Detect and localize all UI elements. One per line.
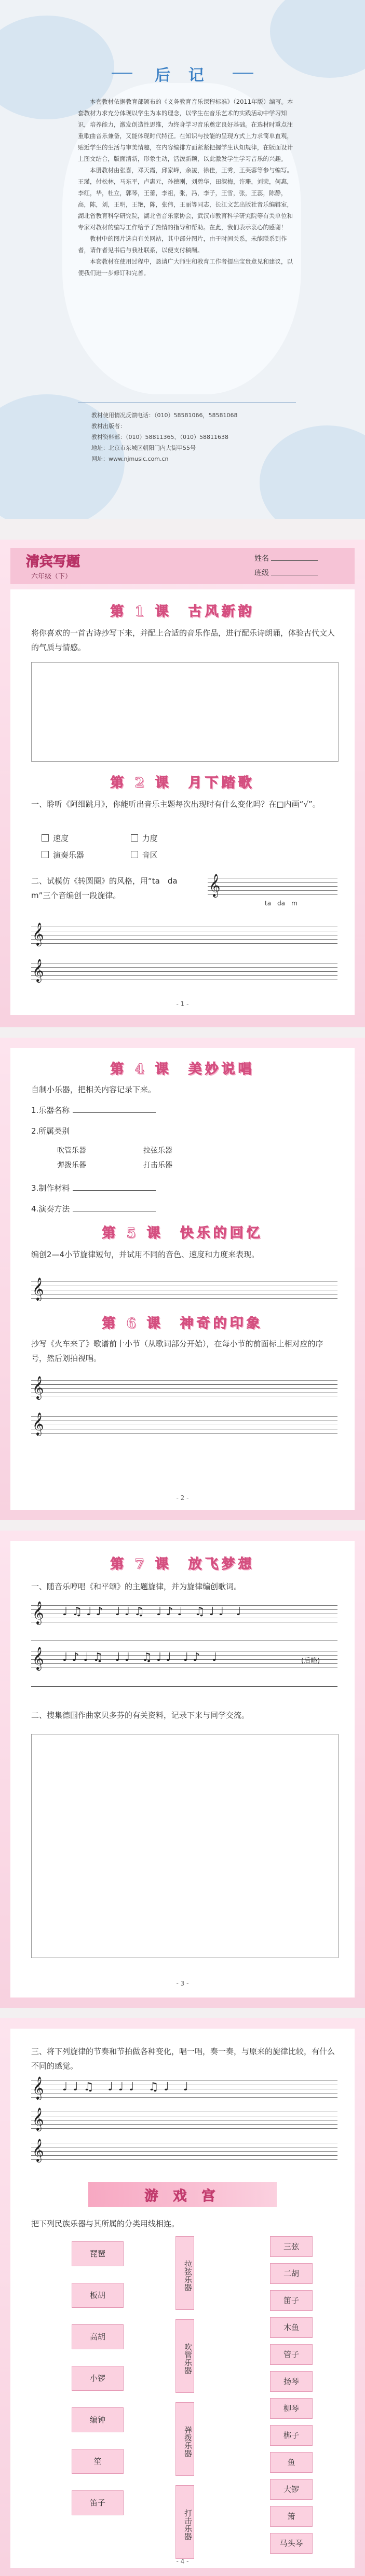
poem-answer-box[interactable] xyxy=(31,662,339,762)
category-wind: 吹管乐器 xyxy=(57,1147,86,1155)
title-divider-left xyxy=(112,73,132,74)
option-dynamics: 力度 xyxy=(142,834,158,843)
instrument-left[interactable]: 笙 xyxy=(72,2449,124,2474)
lesson-6-staff-2[interactable] xyxy=(31,1412,337,1435)
treble-clef-icon: 𝄞 xyxy=(32,1277,44,1300)
melody-notes: ♩♫♩♪ ♩♩♫ ♩♪♩ ♫♩♩ ♩ xyxy=(62,1605,246,1618)
contact-line: 教材资料部：（010）58811365、（010）58811638 xyxy=(91,434,228,440)
contact-line: 地址：北京市东城区朝阳门内大街甲55号 xyxy=(91,445,196,451)
game-instructions: 把下列民族乐器与其所属的分类用线相连。 xyxy=(31,2219,180,2228)
melody-staff-1 xyxy=(31,1601,337,1624)
contact-line: 网址：www.njmusic.com.cn xyxy=(91,456,169,462)
lesson-7-question-3: 三、将下列旋律的节奏和节拍做各种变化，唱一唱，奏一奏，与原来的旋律比较，有什么不同的感觉。 xyxy=(31,2047,335,2071)
category-box[interactable]: 打击乐器 xyxy=(175,2485,194,2559)
grade-label: 六年级（下） xyxy=(31,573,72,581)
lesson-6-prompt: 抄写《火车来了》歌谱前十小节（从歌词部分开始），在每小节的前面标上相对应的序号，然后划拍视唱。 xyxy=(31,1339,323,1363)
instrument-right[interactable]: 二胡 xyxy=(270,2263,313,2284)
class-field[interactable] xyxy=(254,568,318,578)
lesson-4-title: 第 4 课 美妙说唱 xyxy=(110,1062,255,1077)
field-materials[interactable] xyxy=(31,1181,337,1195)
field-label: 1.乐器名称 xyxy=(31,1106,70,1115)
page-number: - 4 - xyxy=(176,2558,189,2565)
instrument-right[interactable]: 马头琴 xyxy=(270,2533,313,2554)
lesson-6-staff-1[interactable] xyxy=(31,1376,337,1399)
workbook-page-4 xyxy=(0,2018,365,2576)
instrument-left[interactable]: 编钟 xyxy=(72,2407,124,2432)
game-title: 游 戏 宫 xyxy=(144,2188,221,2204)
lesson-7-question-1: 一、随音乐哼唱《和平颂》的主题旋律，并为旋律编创歌词。 xyxy=(31,1582,242,1591)
melody-staff-2 xyxy=(31,1647,337,1670)
page-2-card xyxy=(10,1048,355,1510)
category-box[interactable]: 弹拨乐器 xyxy=(175,2402,194,2476)
lesson-1-title: 第 1 课 古风新韵 xyxy=(110,604,255,619)
instrument-right[interactable]: 柳琴 xyxy=(270,2398,313,2419)
treble-clef-icon: 𝄞 xyxy=(32,2076,44,2099)
instrument-right[interactable]: 大锣 xyxy=(270,2479,313,2500)
option-row-2 xyxy=(42,848,348,862)
treble-clef-icon: 𝄞 xyxy=(209,874,221,897)
header-band xyxy=(10,548,355,584)
workbook-page-3 xyxy=(0,1531,365,2008)
option-row-1 xyxy=(42,831,348,846)
category-box[interactable]: 吹管乐器 xyxy=(175,2319,194,2393)
field-label: 4.演奏方法 xyxy=(31,1204,70,1214)
category-box[interactable]: 拉弦乐器 xyxy=(175,2236,194,2310)
checkbox[interactable] xyxy=(131,851,138,858)
afterword-title: 后 记 xyxy=(155,66,210,85)
lesson-2-question-1: 一、聆听《阿细跳月》，你能听出音乐主题每次出现时有什么变化吗？在□内画“√”。 xyxy=(31,800,320,809)
field-category: 2.所属类别 xyxy=(31,1126,70,1136)
lesson-7-question-2: 二、搜集德国作曲家贝多芬的有关资料，记录下来与同学交流。 xyxy=(31,1711,250,1720)
afterword-body xyxy=(78,96,293,279)
category-bowed: 拉弦乐器 xyxy=(143,1147,172,1155)
afterword-paragraph: 本册教材由张喜，邓天霞，邱家峰，余凌，徐佳，王秀，王芙蓉等参与编写。王瑾，付松林，马东平，卢惠元，孙德刚，刘碧华，田淑梅，许珊，刘荣，何惠，李红，华，杜立，郭琴，王蕾，李祖，张，冯，李子，王雪，张，王蕊，陈静，高，陈，刘，王明，王艳，陈，张伟，王丽等同志，长江文艺出版社音乐编辑室，湖北省教育科学研究院，湖北省音乐家协会，武汉市教育科学研究院等有关单位和专家对教材的编写工作给予了热情的指导和帮助。在此，我们表示衷心的感谢！ xyxy=(78,167,293,231)
lesson-7-title: 第 7 课 放飞梦想 xyxy=(110,1556,255,1572)
treble-clef-icon: 𝄞 xyxy=(32,2139,44,2161)
treble-clef-icon: 𝄞 xyxy=(32,922,44,945)
lesson-2-title: 第 2 课 月下踏歌 xyxy=(110,775,255,791)
rhythm-staff-3[interactable] xyxy=(31,2139,337,2161)
name-field[interactable] xyxy=(254,553,318,563)
instrument-right[interactable]: 梆子 xyxy=(270,2425,313,2446)
field-label: 3.制作材料 xyxy=(31,1183,70,1193)
melody-notes: ♩♪♩♫ ♩♩ ♫♩♩ ♩♪ ♩ xyxy=(62,1651,222,1664)
treble-clef-icon: 𝄞 xyxy=(32,1376,44,1399)
treble-clef-icon: 𝄞 xyxy=(32,959,44,982)
rhythm-staff-2[interactable] xyxy=(31,2107,337,2130)
lesson-5-staff[interactable] xyxy=(31,1277,337,1300)
research-answer-box[interactable] xyxy=(31,1734,339,1958)
instrument-right[interactable]: 木鱼 xyxy=(270,2317,313,2338)
lesson-5-title: 第 5 课 快乐的回忆 xyxy=(102,1225,263,1241)
instrument-left[interactable]: 小锣 xyxy=(72,2366,124,2391)
page-number: - 3 - xyxy=(176,1980,189,1987)
composition-staff-1[interactable] xyxy=(31,922,337,945)
page-number: - 1 - xyxy=(176,1000,189,1008)
lesson-4-prompt: 自制小乐器，把相关内容记录下来。 xyxy=(31,1085,156,1094)
category-row-2 xyxy=(57,1158,363,1173)
melody-notes: ♩♩♫ ♩♩♩ ♫♩ ♩ xyxy=(62,2081,194,2093)
page-number: - 2 - xyxy=(176,1494,189,1501)
page-1-card xyxy=(10,589,355,1015)
instrument-right[interactable]: 三弦 xyxy=(270,2236,313,2257)
category-percussion: 打击乐器 xyxy=(143,1161,172,1169)
afterword-paragraph: 本套教材在使用过程中，恳请广大师生和教育工作者提出宝贵意见和建议，以便我们进一步修订和完善。 xyxy=(78,258,293,277)
instrument-left[interactable]: 板胡 xyxy=(72,2283,124,2308)
field-instrument-name[interactable] xyxy=(31,1103,337,1118)
name-label: 姓名 xyxy=(254,555,269,563)
instrument-left[interactable]: 高胡 xyxy=(72,2324,124,2349)
instrument-right[interactable]: 扬琴 xyxy=(270,2371,313,2392)
treble-clef-icon: 𝄞 xyxy=(32,2107,44,2130)
category-row-1 xyxy=(57,1144,363,1158)
lesson-6-title: 第 6 课 神奇的印象 xyxy=(102,1316,263,1331)
checkbox[interactable] xyxy=(42,851,49,858)
checkbox[interactable] xyxy=(42,834,49,842)
lyric-blank-1[interactable] xyxy=(31,1631,337,1641)
field-playing-method[interactable] xyxy=(31,1202,337,1216)
composition-staff-2[interactable] xyxy=(31,959,337,982)
treble-clef-icon: 𝄞 xyxy=(32,1601,44,1624)
lyric-blank-2[interactable] xyxy=(31,1677,337,1687)
afterword-paragraph: 教材中的图片选自有关网站，其中部分图片，由于时间关系，未能联系到作者，请作者见书后与我社联系，以便支付稿酬。 xyxy=(78,235,287,254)
instrument-left[interactable]: 笛子 xyxy=(72,2490,124,2515)
workbook-page-2 xyxy=(0,1038,365,1520)
lyric-syllables: ta da m xyxy=(265,900,298,907)
class-label: 班级 xyxy=(254,569,269,577)
ending-note: (后略) xyxy=(301,1657,320,1665)
rhythm-staff-1 xyxy=(31,2076,337,2099)
lesson-1-prompt: 将你喜欢的一首古诗抄写下来，并配上合适的音乐作品，进行配乐诗朗诵，体验古代文人的气质与情感。 xyxy=(31,628,335,652)
title-divider-right xyxy=(233,73,253,74)
lesson-2-question-2: 二、试模仿《转圆圈》的风格，用“ta da m”三个音编创一段旋律。 xyxy=(31,876,185,900)
instrument-right[interactable]: 箫 xyxy=(270,2506,313,2527)
instrument-left[interactable]: 琵琶 xyxy=(72,2241,124,2266)
afterword-paragraph: 本套教材依据教育部颁布的《义务教育音乐课程标准》（2011年版）编写。本套教材力求充分体现以学生为本的理念，以学生在音乐艺术的实践活动中学习知识，培养能力，激发创造性思维，为终身学习音乐奠定良好基础。在选材时重点注重歌曲音乐兼备，又能体现时代特征。在知识与技能的呈现方式上力求简单直观，贴近学生的生活与审美情趣，在内容编排方面紧紧把握学生认知规律，在版面设计上图文结合，版面清新，形象生动，活泼新颖，以此激发学生学习音乐的兴趣。 xyxy=(78,98,293,162)
category-plucked: 弹拨乐器 xyxy=(57,1161,86,1169)
instrument-right[interactable]: 笛子 xyxy=(270,2290,313,2311)
contact-line: 教材出版者： xyxy=(91,423,126,430)
page-3-card xyxy=(10,1541,355,1998)
lesson-5-prompt: 编创2—4小节旋律短句，并试用不同的音色、速度和力度来表现。 xyxy=(31,1250,260,1259)
workbook-page-1 xyxy=(0,540,365,1027)
instrument-right[interactable]: 鱼 xyxy=(270,2452,313,2473)
brand-title: 清宾写题 xyxy=(26,554,80,570)
treble-clef-icon: 𝄞 xyxy=(32,1412,44,1435)
afterword-page xyxy=(0,0,365,519)
treble-clef-icon: 𝄞 xyxy=(32,1647,44,1670)
instrument-right[interactable]: 管子 xyxy=(270,2344,313,2365)
contact-line: 教材使用情况反馈电话：（010）58581066，58581068 xyxy=(91,412,238,419)
option-speed: 速度 xyxy=(53,834,69,843)
afterword-contact xyxy=(78,402,296,464)
option-instrument: 演奏乐器 xyxy=(53,850,85,860)
option-register: 音区 xyxy=(142,850,158,860)
example-staff xyxy=(208,874,337,907)
checkbox[interactable] xyxy=(131,834,138,842)
page-4-card xyxy=(10,2029,355,2568)
